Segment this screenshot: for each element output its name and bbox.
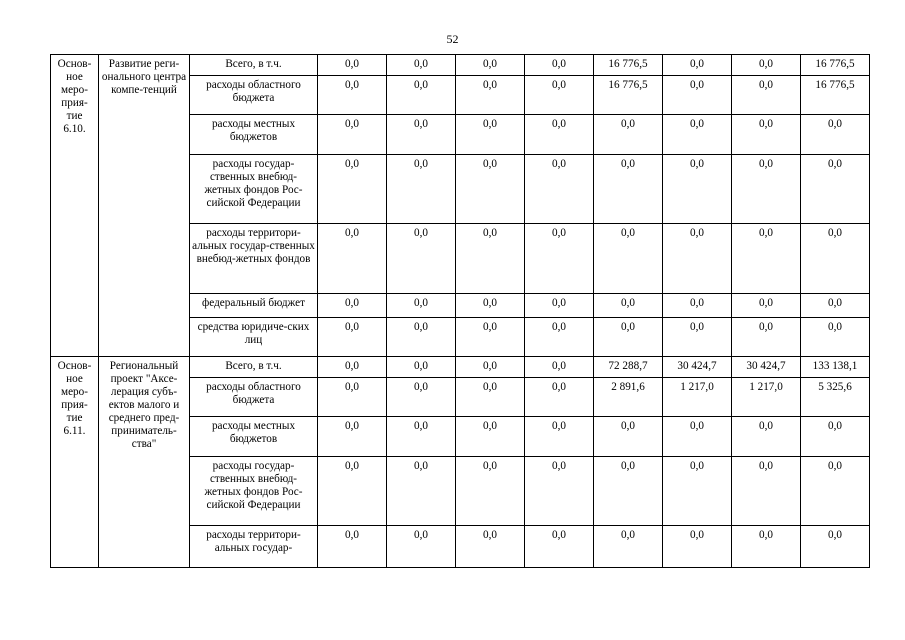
event-number-cell bbox=[51, 55, 99, 357]
table-body bbox=[51, 55, 870, 568]
amount-cell: 0,0 bbox=[456, 526, 525, 568]
event-name: Развитие реги-онального центра компе-тенций bbox=[101, 58, 187, 96]
amount-cell: 0,0 bbox=[732, 457, 801, 526]
amount-cell: 0,0 bbox=[456, 115, 525, 155]
amount-cell: 30 424,7 bbox=[663, 357, 732, 378]
amount-cell: 0,0 bbox=[732, 155, 801, 224]
amount-cell: 0,0 bbox=[456, 155, 525, 224]
amount-cell: 0,0 bbox=[801, 155, 870, 224]
amount-cell: 0,0 bbox=[801, 318, 870, 357]
amount-cell: 0,0 bbox=[456, 318, 525, 357]
amount-cell: 0,0 bbox=[594, 155, 663, 224]
budget-table bbox=[50, 54, 870, 568]
amount-cell: 5 325,6 bbox=[801, 378, 870, 417]
amount-cell: 16 776,5 bbox=[801, 55, 870, 76]
amount-cell: 0,0 bbox=[456, 294, 525, 318]
event-number-cell bbox=[51, 357, 99, 568]
amount-cell: 0,0 bbox=[732, 294, 801, 318]
amount-cell: 0,0 bbox=[594, 294, 663, 318]
table-row bbox=[51, 55, 870, 76]
amount-cell: 0,0 bbox=[525, 357, 594, 378]
event-number: Основ-ное меро-прия-тие 6.10. bbox=[57, 58, 92, 135]
amount-cell: 0,0 bbox=[525, 115, 594, 155]
amount-cell: 0,0 bbox=[318, 224, 387, 294]
amount-cell: 0,0 bbox=[387, 318, 456, 357]
amount-cell: 0,0 bbox=[387, 357, 456, 378]
amount-cell: 0,0 bbox=[456, 76, 525, 115]
amount-cell: 0,0 bbox=[525, 526, 594, 568]
amount-cell: 0,0 bbox=[456, 357, 525, 378]
amount-cell: 0,0 bbox=[732, 417, 801, 457]
amount-cell: 0,0 bbox=[318, 357, 387, 378]
amount-cell: 30 424,7 bbox=[732, 357, 801, 378]
amount-cell: 0,0 bbox=[801, 224, 870, 294]
amount-cell: 0,0 bbox=[732, 76, 801, 115]
amount-cell: 2 891,6 bbox=[594, 378, 663, 417]
amount-cell: 0,0 bbox=[732, 115, 801, 155]
amount-cell: 0,0 bbox=[525, 76, 594, 115]
table-row bbox=[51, 357, 870, 378]
amount-cell: 0,0 bbox=[801, 115, 870, 155]
funding-source: расходы местных бюджетов bbox=[190, 115, 318, 155]
amount-cell: 0,0 bbox=[456, 378, 525, 417]
amount-cell: 0,0 bbox=[318, 457, 387, 526]
amount-cell: 0,0 bbox=[525, 155, 594, 224]
amount-cell: 0,0 bbox=[387, 294, 456, 318]
amount-cell: 0,0 bbox=[732, 224, 801, 294]
amount-cell: 0,0 bbox=[318, 526, 387, 568]
amount-cell: 0,0 bbox=[456, 457, 525, 526]
amount-cell: 0,0 bbox=[318, 378, 387, 417]
amount-cell: 0,0 bbox=[663, 115, 732, 155]
amount-cell: 0,0 bbox=[663, 457, 732, 526]
amount-cell: 0,0 bbox=[525, 294, 594, 318]
amount-cell: 0,0 bbox=[594, 457, 663, 526]
funding-source: средства юридиче-ских лиц bbox=[190, 318, 318, 357]
amount-cell: 0,0 bbox=[663, 155, 732, 224]
amount-cell: 0,0 bbox=[387, 378, 456, 417]
amount-cell: 0,0 bbox=[318, 318, 387, 357]
amount-cell: 0,0 bbox=[594, 417, 663, 457]
amount-cell: 16 776,5 bbox=[594, 76, 663, 115]
amount-cell: 0,0 bbox=[801, 526, 870, 568]
funding-source: расходы местных бюджетов bbox=[190, 417, 318, 457]
amount-cell: 0,0 bbox=[525, 457, 594, 526]
funding-source: расходы областного бюджета bbox=[190, 378, 318, 417]
funding-source: расходы территори-альных государ- bbox=[190, 526, 318, 568]
amount-cell: 0,0 bbox=[525, 378, 594, 417]
amount-cell: 0,0 bbox=[594, 526, 663, 568]
amount-cell: 1 217,0 bbox=[663, 378, 732, 417]
amount-cell: 0,0 bbox=[387, 76, 456, 115]
amount-cell: 0,0 bbox=[387, 55, 456, 76]
amount-cell: 0,0 bbox=[318, 155, 387, 224]
amount-cell: 0,0 bbox=[801, 417, 870, 457]
funding-source: расходы государ-ственных внебюд-жетных фондов Рос-сийской Федерации bbox=[190, 457, 318, 526]
event-name: Региональный проект "Аксе-лерация субъ-ектов малого и среднего пред-приниматель-ства" bbox=[108, 360, 180, 450]
amount-cell: 0,0 bbox=[594, 318, 663, 357]
amount-cell: 0,0 bbox=[732, 55, 801, 76]
amount-cell: 0,0 bbox=[525, 417, 594, 457]
funding-source: расходы областного бюджета bbox=[190, 76, 318, 115]
amount-cell: 0,0 bbox=[525, 55, 594, 76]
funding-source: расходы государ-ственных внебюд-жетных фондов Рос-сийской Федерации bbox=[190, 155, 318, 224]
amount-cell: 0,0 bbox=[663, 294, 732, 318]
amount-cell: 0,0 bbox=[387, 224, 456, 294]
amount-cell: 0,0 bbox=[387, 155, 456, 224]
event-name-cell bbox=[99, 357, 190, 568]
amount-cell: 0,0 bbox=[663, 76, 732, 115]
amount-cell: 0,0 bbox=[525, 224, 594, 294]
amount-cell: 0,0 bbox=[801, 294, 870, 318]
amount-cell: 0,0 bbox=[732, 318, 801, 357]
amount-cell: 0,0 bbox=[456, 55, 525, 76]
funding-source: расходы территори-альных государ-ственных внебюд-жетных фондов bbox=[190, 224, 318, 294]
amount-cell: 0,0 bbox=[594, 115, 663, 155]
amount-cell: 0,0 bbox=[663, 224, 732, 294]
amount-cell: 0,0 bbox=[732, 526, 801, 568]
funding-source: федеральный бюджет bbox=[190, 294, 318, 318]
amount-cell: 72 288,7 bbox=[594, 357, 663, 378]
amount-cell: 0,0 bbox=[801, 457, 870, 526]
amount-cell: 0,0 bbox=[387, 417, 456, 457]
event-name-cell bbox=[99, 55, 190, 357]
amount-cell: 0,0 bbox=[663, 417, 732, 457]
amount-cell: 0,0 bbox=[525, 318, 594, 357]
amount-cell: 16 776,5 bbox=[801, 76, 870, 115]
funding-source: Всего, в т.ч. bbox=[190, 55, 318, 76]
amount-cell: 0,0 bbox=[318, 115, 387, 155]
amount-cell: 0,0 bbox=[318, 294, 387, 318]
amount-cell: 0,0 bbox=[594, 224, 663, 294]
amount-cell: 0,0 bbox=[318, 55, 387, 76]
amount-cell: 0,0 bbox=[387, 526, 456, 568]
amount-cell: 1 217,0 bbox=[732, 378, 801, 417]
amount-cell: 133 138,1 bbox=[801, 357, 870, 378]
amount-cell: 0,0 bbox=[318, 417, 387, 457]
amount-cell: 0,0 bbox=[387, 115, 456, 155]
event-number: Основ-ное меро-прия-тие 6.11. bbox=[57, 360, 92, 437]
amount-cell: 0,0 bbox=[663, 55, 732, 76]
page-number: 52 bbox=[446, 32, 459, 46]
amount-cell: 16 776,5 bbox=[594, 55, 663, 76]
amount-cell: 0,0 bbox=[387, 457, 456, 526]
amount-cell: 0,0 bbox=[663, 318, 732, 357]
funding-source: Всего, в т.ч. bbox=[190, 357, 318, 378]
amount-cell: 0,0 bbox=[456, 224, 525, 294]
amount-cell: 0,0 bbox=[318, 76, 387, 115]
amount-cell: 0,0 bbox=[456, 417, 525, 457]
amount-cell: 0,0 bbox=[663, 526, 732, 568]
